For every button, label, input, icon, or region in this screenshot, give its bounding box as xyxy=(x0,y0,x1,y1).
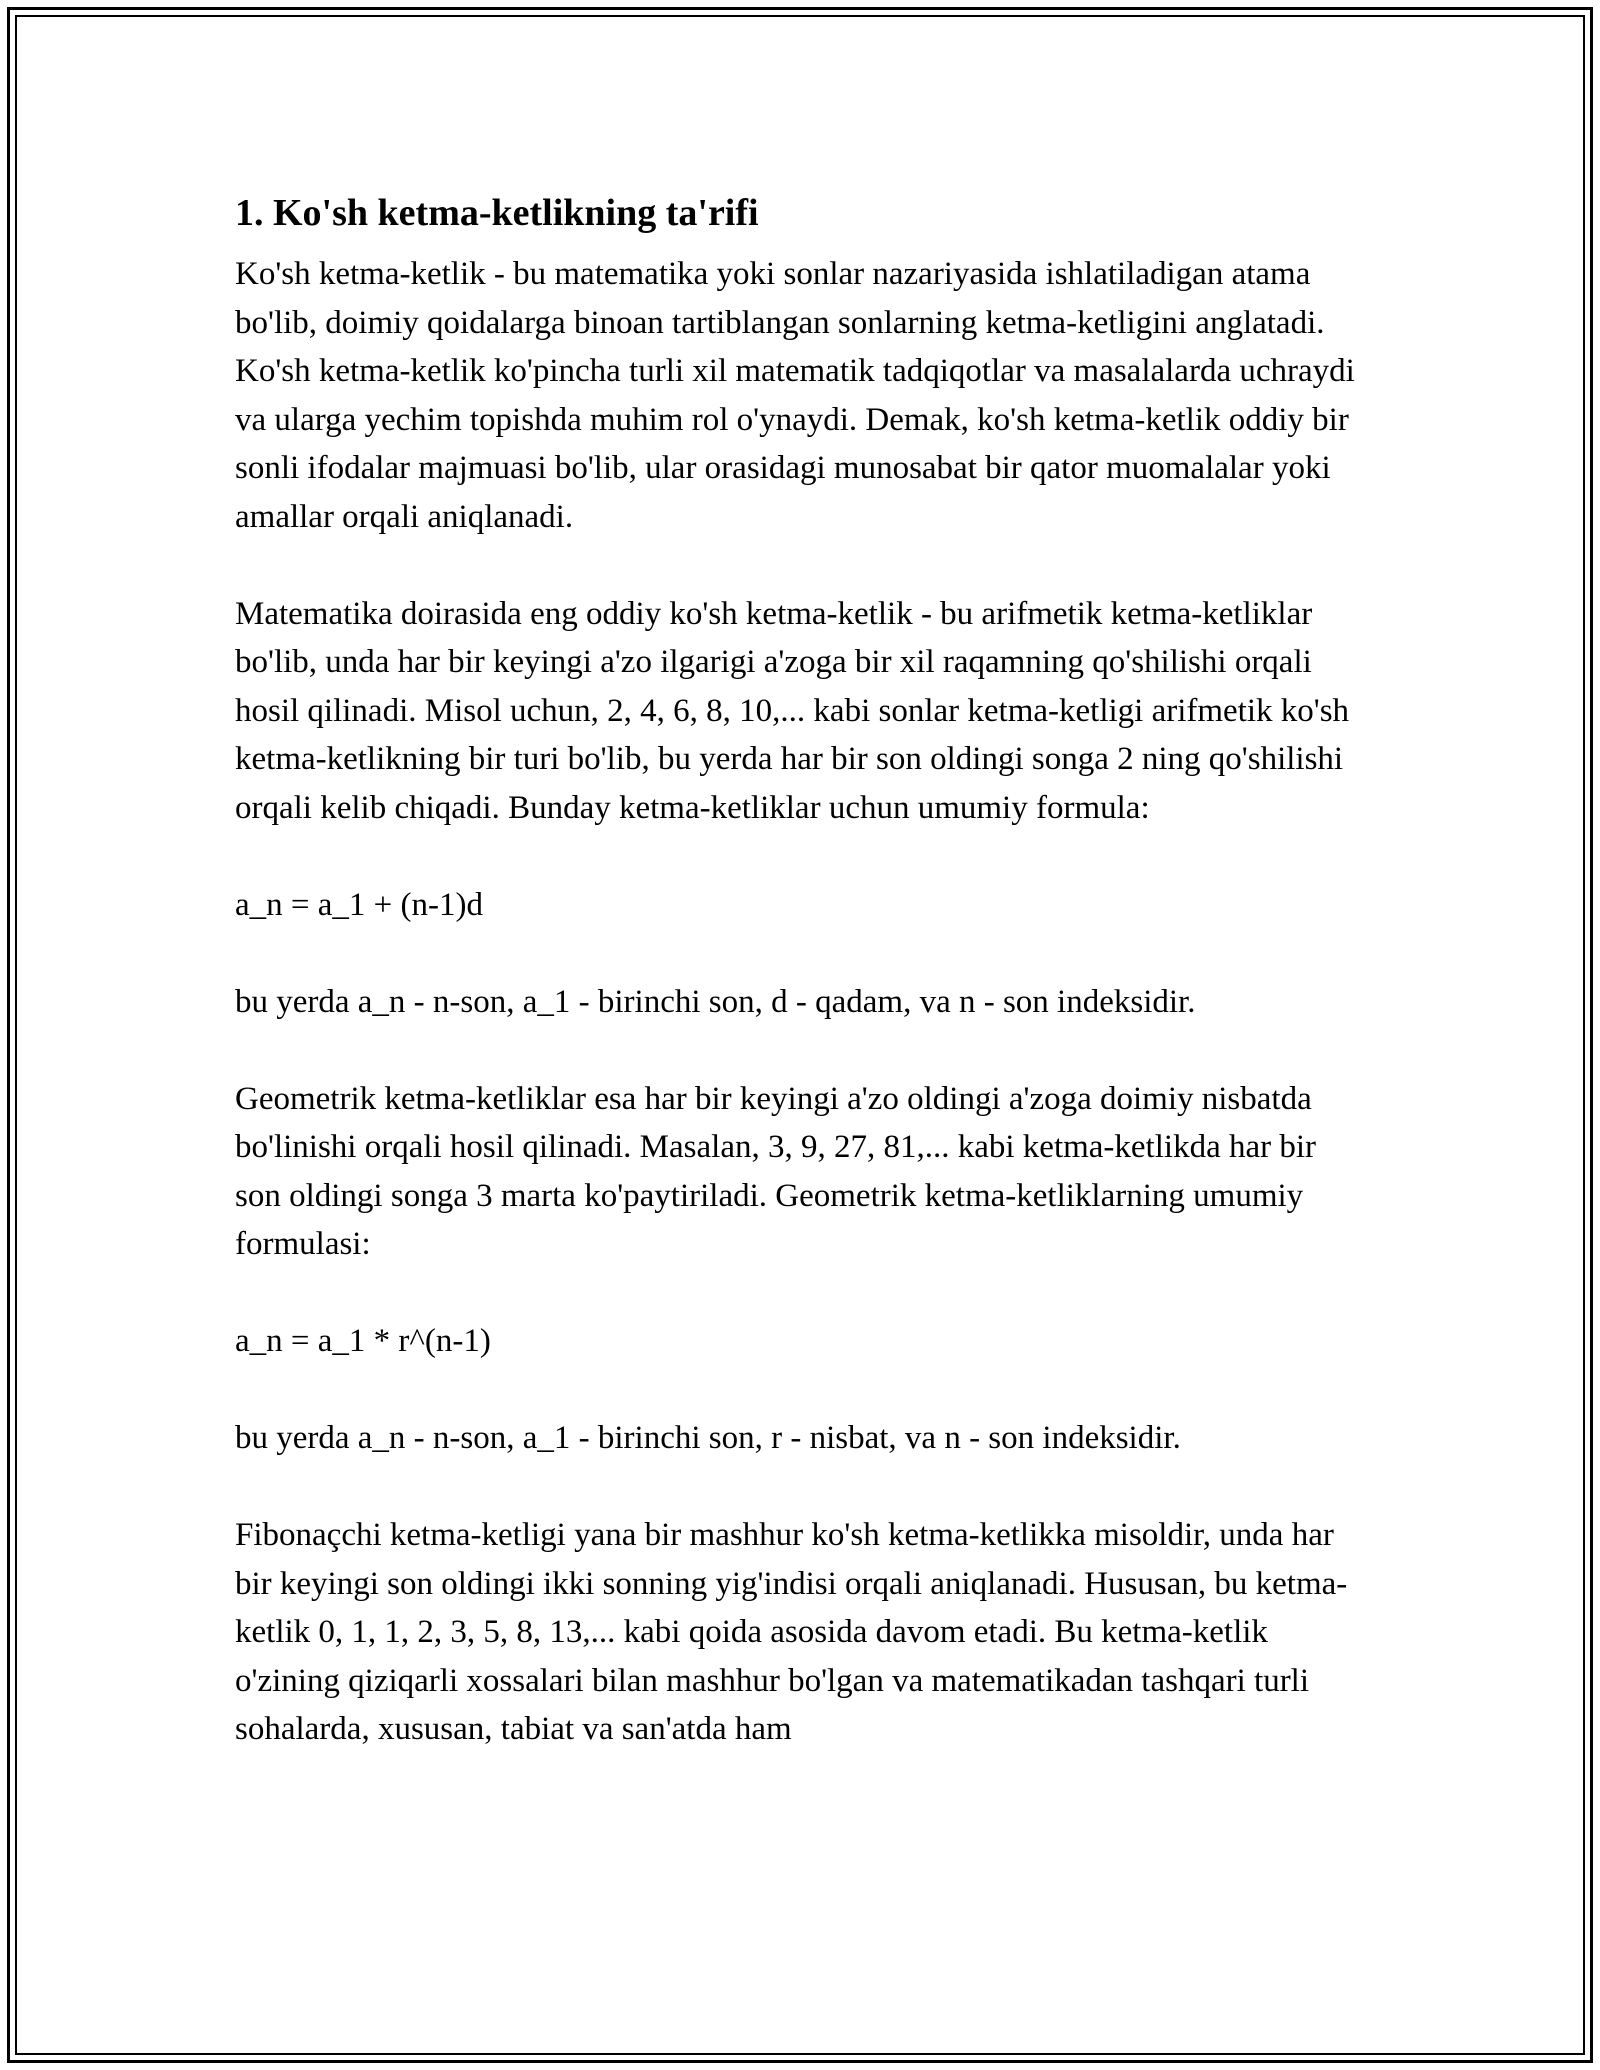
formula-arithmetic: a_n = a_1 + (n-1)d xyxy=(235,886,483,923)
paragraph-fibonacci: Fibonaçchi ketma-ketligi yana bir mashhur ko'sh ketma-ketlikka misoldir, unda har bir keyingi son oldingi ikki sonning yig'indisi orqali aniqlanadi. Hususan, bu ketma-ketlik 0, 1, 1, 2, 3, 5, 8, 13,... kabi qoida asosida davom etadi. Bu ketma-ketlik o'zining qiziqarli xossalari bilan mashhur bo'lgan va matematikadan tashqari turli sohalarda, xususan, tabiat va san'atda ham xyxy=(235,1517,1348,1747)
paragraph-definition: Ko'sh ketma-ketlik - bu matematika yoki sonlar nazariyasida ishlatiladigan atama bo'lib, doimiy qoidalarga binoan tartiblangan sonlarning ketma-ketligini anglatadi. Ko'sh ketma-ketlik ko'pincha turli xil matematik tadqiqotlar va masalalarda uchraydi va ularga yechim topishda muhim rol o'ynaydi. Demak, ko'sh ketma-ketlik oddiy bir sonli ifodalar majmuasi bo'lib, ular orasidagi munosabat bir qator muomalalar yoki amallar orqali aniqlanadi. xyxy=(235,256,1355,535)
formula-geometric: a_n = a_1 * r^(n-1) xyxy=(235,1323,491,1359)
paragraph-arithmetic: Matematika doirasida eng oddiy ko'sh ketma-ketlik - bu arifmetik ketma-ketliklar bo'lib, unda har bir keyingi a'zo ilgarigi a'zoga bir xil raqamning qo'shilishi orqali hosil qilinadi. Misol uchun, 2, 4, 6, 8, 10,... kabi sonlar ketma-ketligi arifmetik ko'sh ketma-ketlikning bir turi bo'lib, bu yerda har bir son oldingi songa 2 ning qo'shilishi orqali kelib chiqadi. Bunday ketma-ketliklar uchun umumiy formula: xyxy=(235,595,1350,826)
document-body xyxy=(235,184,1370,1754)
section-heading: 1. Ko'sh ketma-ketlikning ta'rifi xyxy=(235,192,759,234)
paragraph-geometric: Geometrik ketma-ketliklar esa har bir keyingi a'zo oldingi a'zoga doimiy nisbatda bo'linishi orqali hosil qilinadi. Masalan, 3, 9, 27, 81,... kabi ketma-ketlikda har bir son oldingi songa 3 marta ko'paytiriladi. Geometrik ketma-ketliklarning umumiy formulasi: xyxy=(235,1080,1317,1262)
paragraph-geometric-legend: bu yerda a_n - n-son, a_1 - birinchi son, r - nisbat, va n - son indeksidir. xyxy=(235,1420,1181,1456)
paragraph-arithmetic-legend: bu yerda a_n - n-son, a_1 - birinchi son, d - qadam, va n - son indeksidir. xyxy=(235,983,1196,1020)
